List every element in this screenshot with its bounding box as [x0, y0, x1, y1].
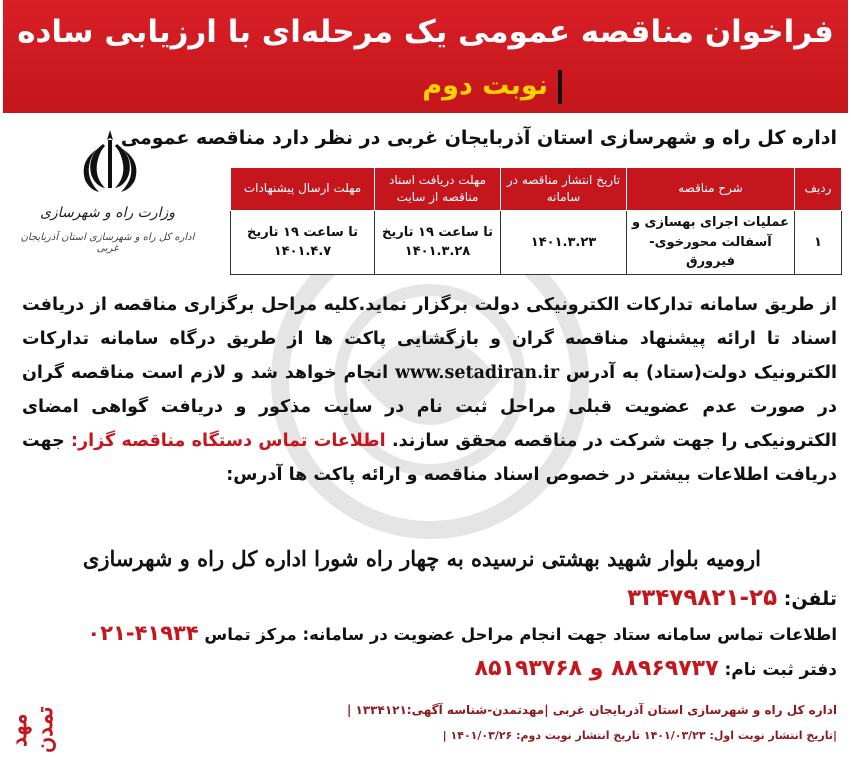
divider [558, 70, 562, 104]
col-header-publish-date: تاریخ انتشار مناقصه در سامانه [501, 168, 627, 211]
setad-number: ۴۱۹۳۴-۰۲۱ [87, 621, 199, 645]
notice-title: فراخوان مناقصه عمومی یک مرحله‌ای با ارزیابی ساده [17, 14, 834, 50]
cell-row-number: ۱ [795, 211, 842, 275]
setad-label: اطلاعات تماس سامانه ستاد جهت انجام مراحل عضویت در سامانه: مرکز تماس [204, 625, 837, 644]
ministry-sub: اداره کل راه و شهرسازی استان آذربایجان غربی [20, 232, 195, 254]
col-header-row-number: ردیف [795, 168, 842, 211]
footer-line-1: اداره کل راه و شهرسازی استان آذربایجان غربی |مهدتمدن-شناسه آگهی:۱۳۳۴۱۲۱ | [346, 703, 837, 717]
publisher-logo: مهد تمدن [6, 706, 58, 754]
office-label: دفتر ثبت نام: [724, 660, 837, 680]
cell-bids-deadline: تا ساعت ۱۹ تاریخ ۱۴۰۱.۴.۷ [231, 211, 375, 275]
round-label: نوبت دوم [422, 70, 548, 101]
body-part-1: از طریق سامانه تدارکات الکترونیکی دولت برگزار نماید.کلیه مراحل برگزاری مناقصه از دریافت اسناد تا ارائه پیشنهاد مناقصه گران و بازگشایی پاکت ها از طریق درگاه سامانه تدارکات الکترونیک دولت(ستاد) به آدرس [22, 295, 838, 383]
body-part-2: انجام خواهد شد و لازم است مناقصه گران در صورت عدم عضویت قبلی مراحل ثبت نام در سایت مذکور و دریافت گواهی امضای الکترونیکی را جهت شرکت در مناقصه محقق سازند. [22, 363, 837, 451]
address: ارومیه بلوار شهید بهشتی نرسیده به چهار راه شورا اداره کل راه و شهرسازی [82, 546, 761, 571]
iran-emblem-icon [75, 126, 145, 196]
ministry-logo [20, 120, 195, 270]
body-text [22, 288, 837, 492]
cell-publish-date: ۱۴۰۱.۳.۲۳ [501, 211, 627, 275]
tender-table [230, 167, 842, 275]
registration-office-line [475, 656, 837, 681]
phone-number: ۲۵-۳۳۴۷۹۸۲۱ [627, 585, 778, 611]
contact-label: اطلاعات تماس دستگاه مناقصه گزار: [71, 431, 386, 451]
col-header-docs-deadline: مهلت دریافت اسناد مناقصه از سایت [375, 168, 501, 211]
setad-url-link[interactable]: www.setadiran.ir [394, 363, 560, 383]
phone-label: تلفن: [783, 588, 837, 610]
contact-text: جهت دریافت اطلاعات بیشتر در خصوص اسناد مناقصه و ارائه پاکت ها آدرس: [22, 431, 837, 485]
footer-line-2: |تاریخ انتشار نوبت اول: ۱۴۰۱/۰۳/۲۳ تاریخ انتشار نوبت دوم: ۱۴۰۱/۰۳/۲۶ | [442, 729, 837, 742]
table-row [231, 211, 842, 275]
setad-contact-line [87, 621, 837, 645]
phone-line [627, 585, 837, 611]
table-header-row [231, 168, 842, 211]
col-header-bids-deadline: مهلت ارسال پیشنهادات [231, 168, 375, 211]
col-header-description: شرح مناقصه [627, 168, 795, 211]
ministry-name: وزارت راه و شهرسازی [39, 205, 176, 221]
cell-description: عملیات اجرای بهسازی و آسفالت محورخوی-فیرورق [627, 211, 795, 275]
intro-line: اداره کل راه و شهرسازی استان آذربایجان غربی در نظر دارد مناقصه عمومی [120, 127, 837, 149]
office-numbers: ۸۸۹۶۹۷۳۷ و ۸۵۱۹۳۷۶۸ [474, 656, 719, 681]
header-banner [3, 0, 848, 113]
cell-docs-deadline: تا ساعت ۱۹ تاریخ ۱۴۰۱.۳.۲۸ [375, 211, 501, 275]
